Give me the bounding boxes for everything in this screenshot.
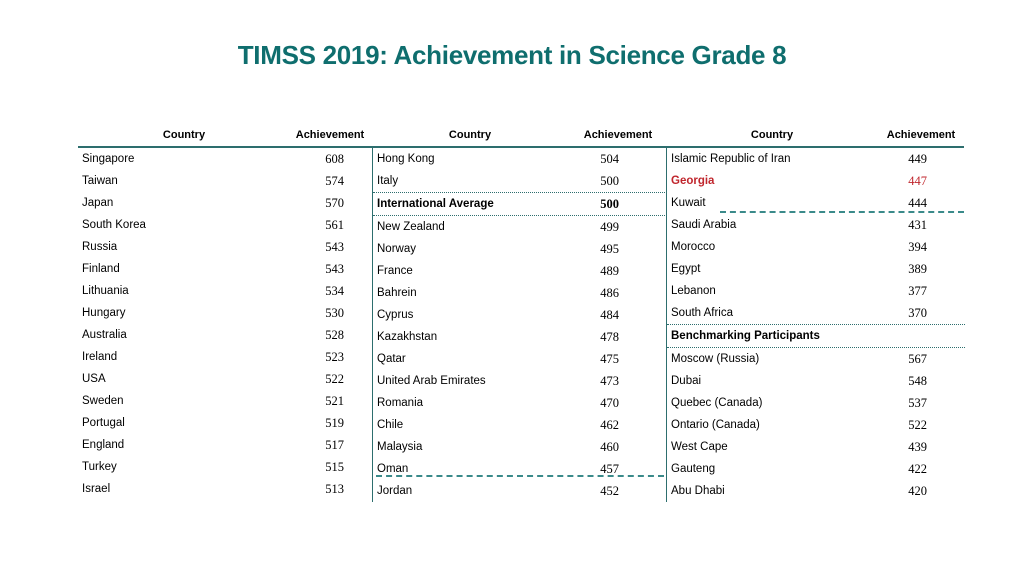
table-row <box>78 214 372 236</box>
achievement-value: 519 <box>325 415 344 430</box>
achievement-table <box>78 124 964 498</box>
table-row <box>667 258 965 280</box>
table-row <box>667 325 965 348</box>
country-name: Romania <box>377 397 424 409</box>
table-row <box>667 214 965 236</box>
table-row <box>373 414 667 436</box>
achievement-value: 608 <box>325 151 344 166</box>
header-achievement-3: Achievement <box>886 129 956 141</box>
table-row <box>78 280 372 302</box>
country-name: Lebanon <box>671 285 716 297</box>
achievement-value: 449 <box>908 151 927 166</box>
table-row <box>78 148 372 170</box>
achievement-value: 489 <box>600 263 619 278</box>
achievement-value: 495 <box>600 241 619 256</box>
achievement-value: 499 <box>600 219 619 234</box>
header-country-2: Country <box>448 129 492 141</box>
achievement-value: 543 <box>325 261 344 276</box>
achievement-value: 500 <box>600 196 619 211</box>
achievement-value: 567 <box>908 351 927 366</box>
column-group-3 <box>666 148 965 502</box>
country-name: France <box>377 265 413 277</box>
table-row <box>78 236 372 258</box>
achievement-value: 460 <box>600 439 619 454</box>
country-name: Saudi Arabia <box>671 219 737 231</box>
achievement-value: 537 <box>908 395 927 410</box>
achievement-value: 530 <box>325 305 344 320</box>
achievement-value: 517 <box>325 437 344 452</box>
country-name: Bahrein <box>377 287 417 299</box>
country-name: Sweden <box>82 395 124 407</box>
header-country-1: Country <box>162 129 206 141</box>
country-name: Cyprus <box>377 309 414 321</box>
achievement-value: 522 <box>325 371 344 386</box>
table-row <box>373 480 667 502</box>
country-name: Italy <box>377 175 399 187</box>
table-row <box>667 436 965 458</box>
table-row <box>373 216 667 238</box>
country-name: Qatar <box>377 353 406 365</box>
table-row <box>667 148 965 170</box>
achievement-value: 444 <box>908 195 927 210</box>
achievement-value: 504 <box>600 151 619 166</box>
table-row <box>667 348 965 370</box>
country-name: Islamic Republic of Iran <box>671 153 791 165</box>
table-row <box>78 302 372 324</box>
country-name: Chile <box>377 419 404 431</box>
achievement-value: 475 <box>600 351 619 366</box>
dashed-separator-upper <box>720 211 964 213</box>
achievement-value: 447 <box>908 173 927 188</box>
table-row <box>667 170 965 192</box>
achievement-value: 377 <box>908 283 927 298</box>
country-name: Japan <box>82 197 114 209</box>
table-row <box>78 192 372 214</box>
table-row <box>667 280 965 302</box>
achievement-value: 521 <box>325 393 344 408</box>
achievement-value: 452 <box>600 483 619 498</box>
achievement-value: 561 <box>325 217 344 232</box>
country-name: Hungary <box>82 307 126 319</box>
table-row <box>373 148 667 170</box>
table-row <box>78 456 372 478</box>
achievement-value: 422 <box>908 461 927 476</box>
table-row <box>373 370 667 392</box>
table-row <box>373 238 667 260</box>
achievement-value: 420 <box>908 483 927 498</box>
table-row <box>373 392 667 414</box>
table-row <box>667 458 965 480</box>
table-row <box>373 260 667 282</box>
table-row <box>373 170 667 193</box>
country-name: USA <box>82 373 106 385</box>
table-row <box>78 258 372 280</box>
achievement-value: 470 <box>600 395 619 410</box>
header-achievement-2: Achievement <box>583 129 653 141</box>
country-name: Kuwait <box>671 197 706 209</box>
achievement-value: 462 <box>600 417 619 432</box>
country-name: International Average <box>377 198 494 210</box>
dashed-separator-lower <box>376 475 664 477</box>
country-name: Lithuania <box>82 285 129 297</box>
page-title: TIMSS 2019: Achievement in Science Grade 8 <box>237 40 787 70</box>
table-row <box>667 480 965 502</box>
achievement-value: 439 <box>908 439 927 454</box>
table-header <box>78 124 964 148</box>
country-name: United Arab Emirates <box>377 375 486 387</box>
table-row <box>373 282 667 304</box>
achievement-value: 543 <box>325 239 344 254</box>
achievement-value: 523 <box>325 349 344 364</box>
country-name: England <box>82 439 125 451</box>
country-name: Abu Dhabi <box>671 485 725 497</box>
country-name: Australia <box>82 329 127 341</box>
country-name: Morocco <box>671 241 716 253</box>
achievement-value: 394 <box>908 239 927 254</box>
achievement-value: 484 <box>600 307 619 322</box>
table-row <box>78 478 372 500</box>
country-name: Hong Kong <box>377 153 435 165</box>
country-name: Benchmarking Participants <box>671 330 820 342</box>
achievement-value: 370 <box>908 305 927 320</box>
country-name: Oman <box>377 463 409 475</box>
country-name: Turkey <box>82 461 117 473</box>
table-row <box>373 326 667 348</box>
achievement-value: 500 <box>600 173 619 188</box>
country-name: Taiwan <box>82 175 118 187</box>
table-row <box>78 170 372 192</box>
achievement-value: 431 <box>908 217 927 232</box>
achievement-value: 457 <box>600 461 619 476</box>
table-row <box>78 346 372 368</box>
country-name: Finland <box>82 263 120 275</box>
achievement-value: 513 <box>325 481 344 496</box>
achievement-value: 389 <box>908 261 927 276</box>
achievement-value: 534 <box>325 283 344 298</box>
table-row <box>667 414 965 436</box>
country-name: West Cape <box>671 441 728 453</box>
table-row <box>667 370 965 392</box>
table-row <box>78 412 372 434</box>
achievement-value: 473 <box>600 373 619 388</box>
country-name: Dubai <box>671 375 702 387</box>
country-name: Ireland <box>82 351 118 363</box>
achievement-value: 574 <box>325 173 344 188</box>
country-name: Malaysia <box>377 441 423 453</box>
achievement-value: 570 <box>325 195 344 210</box>
country-name: South Africa <box>671 307 734 319</box>
table-row <box>667 236 965 258</box>
achievement-value: 486 <box>600 285 619 300</box>
achievement-value: 478 <box>600 329 619 344</box>
country-name: Israel <box>82 483 111 495</box>
table-row <box>373 304 667 326</box>
achievement-value: 522 <box>908 417 927 432</box>
country-name: Singapore <box>82 153 135 165</box>
country-name: New Zealand <box>377 221 445 233</box>
country-name: Gauteng <box>671 463 716 475</box>
country-name: Georgia <box>671 175 715 187</box>
country-name: Egypt <box>671 263 701 275</box>
country-name: Russia <box>82 241 118 253</box>
country-name: South Korea <box>82 219 146 231</box>
country-name: Ontario (Canada) <box>671 419 760 431</box>
table-row <box>78 434 372 456</box>
achievement-value: 528 <box>325 327 344 342</box>
table-row <box>78 390 372 412</box>
country-name: Norway <box>377 243 416 255</box>
country-name: Portugal <box>82 417 125 429</box>
table-row <box>373 436 667 458</box>
table-row <box>667 302 965 325</box>
column-group-1 <box>78 148 372 500</box>
table-row <box>373 193 667 216</box>
achievement-value: 515 <box>325 459 344 474</box>
country-name: Quebec (Canada) <box>671 397 763 409</box>
country-name: Kazakhstan <box>377 331 438 343</box>
column-group-2 <box>372 148 667 502</box>
country-name: Jordan <box>377 485 413 497</box>
header-country-3: Country <box>750 129 794 141</box>
table-row <box>667 392 965 414</box>
header-achievement-1: Achievement <box>295 129 365 141</box>
country-name: Moscow (Russia) <box>671 353 760 365</box>
table-row <box>78 368 372 390</box>
achievement-value: 548 <box>908 373 927 388</box>
table-row <box>78 324 372 346</box>
table-row <box>373 348 667 370</box>
